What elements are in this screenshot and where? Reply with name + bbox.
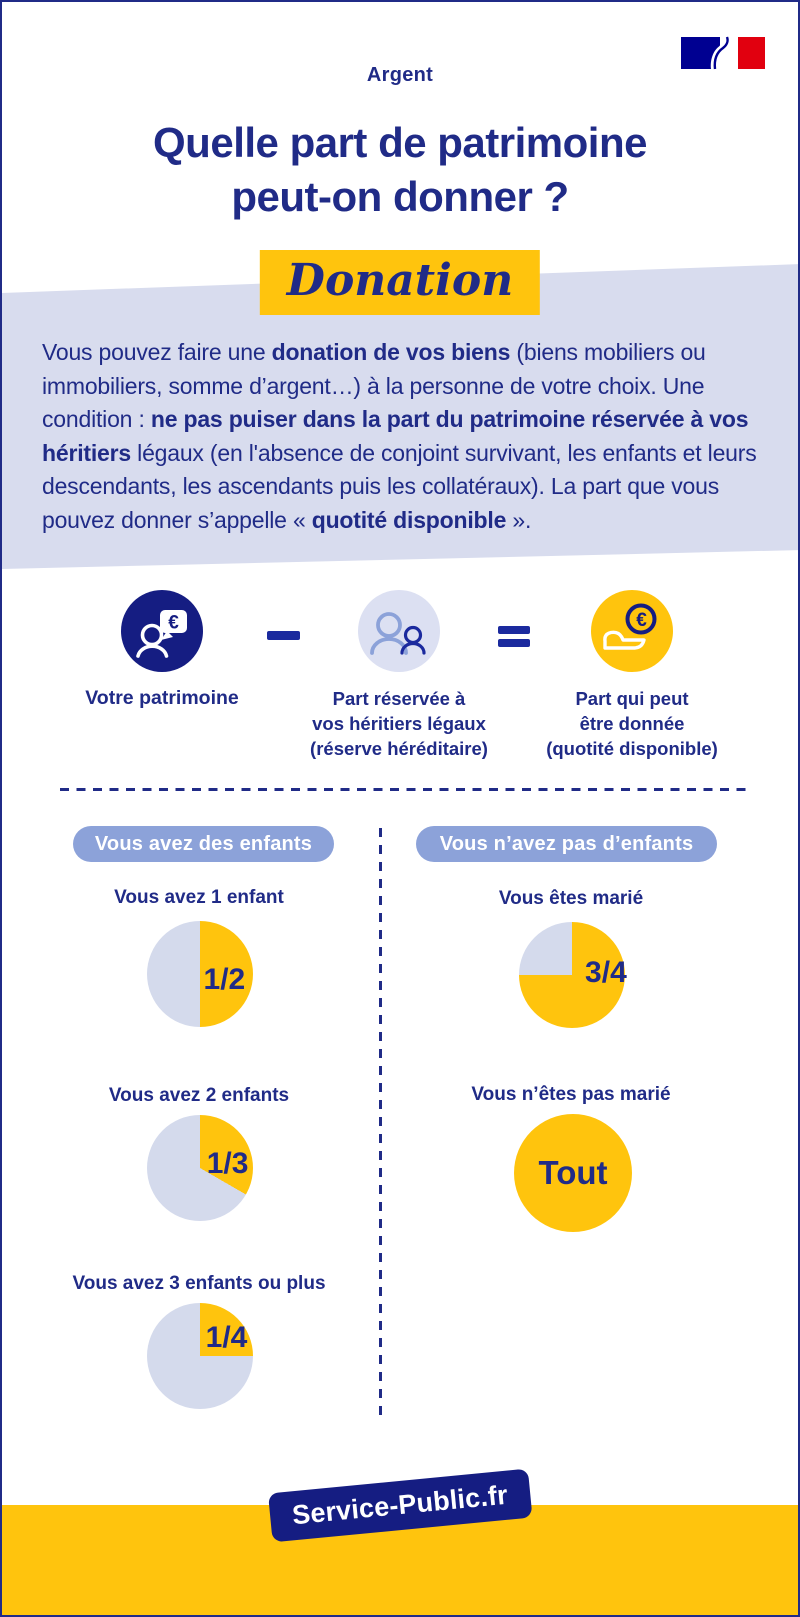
minus-operator xyxy=(267,631,300,640)
section-pill-without-children: Vous n’avez pas d’enfants xyxy=(416,826,717,862)
vertical-dashed-divider xyxy=(379,828,382,1420)
case-label-3-children: Vous avez 3 enfants ou plus xyxy=(72,1273,326,1294)
two-heirs-people-icon xyxy=(358,590,440,672)
fraction-label: 1/4 xyxy=(205,1320,248,1354)
heirs-circle xyxy=(358,590,440,672)
case-label-1-child: Vous avez 1 enfant xyxy=(114,887,284,908)
patrimoine-label: Votre patrimoine xyxy=(85,687,239,709)
category-label: Argent xyxy=(366,64,434,86)
intro-paragraph: Vous pouvez faire une donation de vos biens (biens mobiliers ou immobiliers, somme d’argent…) à la personne de votre choix. Une condition : ne pas puiser dans la part du patrimoine réservée à vos héritiers légaux (en l'absence de conjoint survivant, les enfants et leurs descendants, les ascendants puis les collatéraux). La part que vous pouvez donner s’appelle « quotité disponible ». xyxy=(42,339,757,533)
svg-text:€: € xyxy=(168,612,179,634)
equals-operator xyxy=(498,626,530,647)
svg-text:€: € xyxy=(636,610,647,631)
quotite-label: Part qui peut être donnée (quotité disponible) xyxy=(546,688,718,759)
case-label-2-children: Vous avez 2 enfants xyxy=(108,1085,290,1106)
person-euro-speech-bubble-icon xyxy=(121,590,203,672)
pie-chart-one-quarter xyxy=(147,1303,253,1409)
case-label-married: Vous êtes marié xyxy=(498,888,644,909)
case-label-not-married: Vous n’êtes pas marié xyxy=(471,1084,671,1105)
title-line-2: peut-on donner ? xyxy=(231,173,569,220)
page-title xyxy=(2,116,798,224)
hand-giving-euro-coin-icon xyxy=(591,590,673,672)
fraction-label: 1/3 xyxy=(206,1146,249,1180)
fraction-label: 1/2 xyxy=(203,963,246,997)
quotite-circle xyxy=(591,590,673,672)
donation-badge: Donation xyxy=(260,250,540,315)
heirs-label: Part réservée à vos héritiers légaux (réserve héréditaire) xyxy=(310,688,488,759)
patrimoine-circle xyxy=(121,590,203,672)
fraction-label: Tout xyxy=(538,1154,608,1191)
pie-chart-one-third xyxy=(147,1115,253,1221)
pie-chart-one-half xyxy=(147,921,253,1027)
service-public-brand-badge: Service-Public.fr xyxy=(268,1469,532,1543)
pie-chart-three-quarters xyxy=(519,922,625,1028)
title-line-1: Quelle part de patrimoine xyxy=(153,119,647,166)
horizontal-dashed-divider xyxy=(60,788,746,791)
pie-chart-full xyxy=(514,1114,632,1232)
fraction-label: 3/4 xyxy=(585,955,627,989)
section-pill-with-children: Vous avez des enfants xyxy=(73,826,334,862)
